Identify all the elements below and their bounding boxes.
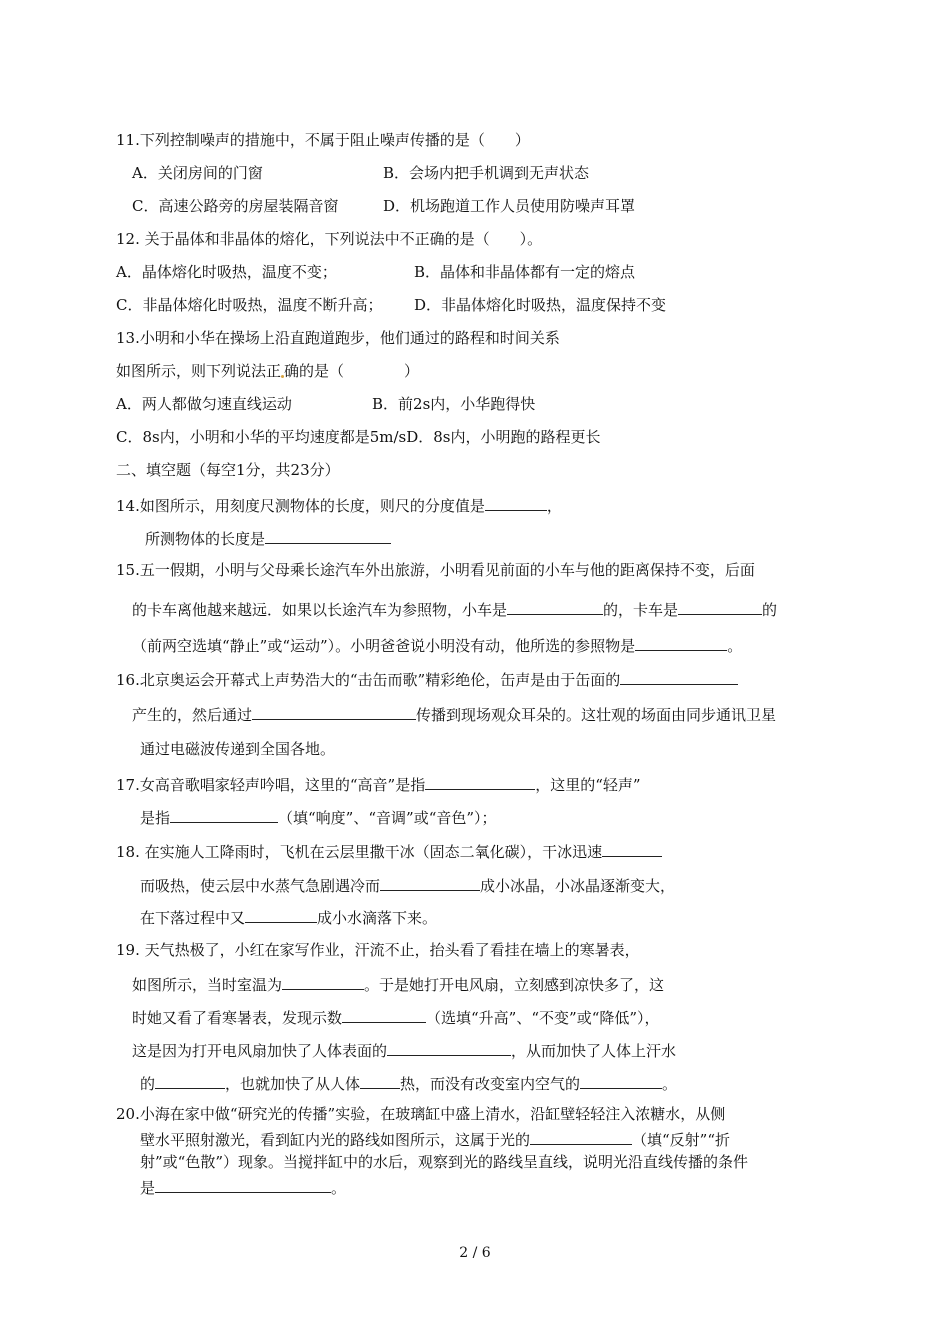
section-heading: 二、填空题（每空1分，共23分） — [116, 461, 340, 479]
q15-text-4: （前两空选填“静止”或“运动”）。小明爸爸说小明没有动，他所选的参照物是 — [132, 637, 636, 655]
q13-stem-line1: 13.小明和小华在操场上沿直跑道跑步，他们通过的路程和时间关系 — [116, 329, 560, 347]
q20-line1: 20.小海在家中做“研究光的传播”实验，在玻璃缸中盛上清水，沿缸壁轻轻注入浓糖水，从侧 — [116, 1105, 726, 1123]
q19-blank-3[interactable] — [387, 1039, 511, 1056]
q20-blank-1[interactable] — [530, 1128, 632, 1145]
q19-blank-6[interactable] — [580, 1072, 662, 1089]
q12-option-a: A．晶体熔化时吸热，温度不变； — [116, 263, 337, 281]
q18-text-2: 而吸热，使云层中水蒸气急剧遇冷而 — [140, 877, 381, 895]
q15-blank-2[interactable] — [678, 598, 762, 615]
q20-text-1: 壁水平照射激光，看到缸内光的路线如图所示，这属于光的 — [140, 1131, 531, 1149]
q14-text-1: 14.如图所示，用刻度尺测物体的长度，则尺的分度值是 — [116, 497, 485, 515]
q18-text-5: 成小水滴落下来。 — [317, 909, 438, 927]
q18-blank-3[interactable] — [245, 906, 317, 923]
q15-line3 — [132, 634, 742, 656]
q19-blank-4[interactable] — [155, 1072, 225, 1089]
q15-line1: 15.五一假期，小明与父母乘长途汽车外出旅游，小明看见前面的小车与他的距离保持不变，后面 — [116, 561, 755, 579]
q18-line2 — [140, 874, 675, 896]
q13-stem-part-b: 确的是（ ） — [284, 362, 420, 380]
q19-blank-2[interactable] — [342, 1006, 426, 1023]
q18-blank-1[interactable] — [602, 840, 662, 857]
q18-line1 — [116, 840, 662, 862]
q15-text-2: 的，卡车是 — [603, 601, 679, 619]
q17-text-3: 是指 — [140, 809, 171, 827]
q19-line5 — [140, 1072, 677, 1094]
q20-line3: 射”或“色散”）现象。当搅拌缸中的水后，观察到光的路线呈直线，说明光沿直线传播的条件 — [140, 1153, 749, 1171]
q20-line2 — [140, 1128, 730, 1150]
q19-text-3: 时她又看了看寒暑表，发现示数 — [132, 1009, 343, 1027]
q15-text-1: 的卡车离他越来越远．如果以长途汽车为参照物，小车是 — [132, 601, 508, 619]
q18-blank-2[interactable] — [380, 874, 480, 891]
q19-line2 — [132, 973, 664, 995]
q17-blank-2[interactable] — [170, 806, 278, 823]
q18-line3 — [140, 906, 437, 928]
q17-text-1: 17.女高音歌唱家轻声吟唱，这里的“高音”是指 — [116, 776, 426, 794]
q20-text-4: 。 — [331, 1179, 347, 1197]
q12-stem: 12. 关于晶体和非晶体的熔化，下列说法中不正确的是（ ）。 — [116, 230, 543, 248]
q16-line2 — [132, 703, 776, 725]
q19-text-8: ，也就加快了从人体 — [225, 1075, 361, 1093]
q17-line2 — [140, 806, 497, 828]
q13-option-b: B．前2s内，小华跑得快 — [372, 395, 536, 413]
q13-stem-line2 — [116, 361, 419, 381]
q14-line1 — [116, 494, 562, 516]
q17-text-4: （填“响度”、“音调”或“音色”）； — [278, 809, 497, 827]
q18-text-3: 成小冰晶，小冰晶逐渐变大， — [480, 877, 676, 895]
q15-text-3: 的 — [762, 601, 778, 619]
q12-option-b: B．晶体和非晶体都有一定的熔点 — [414, 263, 636, 281]
q19-text-5: 这是因为打开电风扇加快了人体表面的 — [132, 1042, 388, 1060]
q12-option-c: C．非晶体熔化时吸热，温度不断升高； — [116, 296, 383, 314]
q16-text-1: 16.北京奥运会开幕式上声势浩大的“击缶而歌”精彩绝伦，缶声是由于缶面的 — [116, 671, 621, 689]
q17-line1 — [116, 773, 641, 795]
page-number: 2 / 6 — [459, 1245, 491, 1261]
q19-text-7: 的 — [140, 1075, 156, 1093]
q14-text-3: 所测物体的长度是 — [145, 530, 266, 548]
q16-blank-2[interactable] — [252, 703, 416, 720]
q19-text-9: 热，而没有改变室内空气的 — [400, 1075, 581, 1093]
q19-text-6: ，从而加快了人体上汗水 — [511, 1042, 677, 1060]
q18-text-1: 18. 在实施人工降雨时，飞机在云层里撒干冰（固态二氧化碳），干冰迅速 — [116, 843, 603, 861]
q16-text-3: 传播到现场观众耳朵的。这壮观的场面由同步通讯卫星 — [416, 706, 777, 724]
q13-stem-part-a: 如图所示，则下列说法正 — [116, 362, 282, 380]
q13-option-a: A．两人都做匀速直线运动 — [116, 395, 292, 413]
q17-blank-1[interactable] — [425, 773, 535, 790]
q19-text-1: 如图所示，当时室温为 — [132, 976, 283, 994]
q20-text-2: （填“反射”“折 — [632, 1131, 731, 1149]
q12-option-d: D．非晶体熔化时吸热，温度保持不变 — [414, 296, 667, 314]
q17-text-2: ，这里的“轻声” — [535, 776, 641, 794]
q14-blank-1[interactable] — [485, 494, 547, 511]
q20-blank-2[interactable] — [155, 1176, 331, 1193]
q19-text-10: 。 — [662, 1075, 678, 1093]
q19-blank-5[interactable] — [360, 1072, 400, 1089]
q14-blank-2[interactable] — [265, 527, 391, 544]
q15-blank-3[interactable] — [635, 634, 727, 651]
q15-blank-1[interactable] — [507, 598, 603, 615]
q11-stem: 11.下列控制噪声的措施中，不属于阻止噪声传播的是（ ） — [116, 131, 530, 149]
q20-line4 — [140, 1176, 346, 1198]
q19-line1: 19. 天气热极了，小红在家写作业，汗流不止，抬头看了看挂在墙上的寒暑表， — [116, 941, 640, 959]
q15-line2 — [132, 598, 777, 620]
q16-line3: 通过电磁波传递到全国各地。 — [140, 740, 336, 758]
q18-text-4: 在下落过程中又 — [140, 909, 246, 927]
q13-option-cd: C．8s内，小明和小华的平均速度都是5m/sD．8s内，小明跑的路程更长 — [116, 428, 601, 446]
q15-text-5: 。 — [727, 637, 743, 655]
q19-text-4: （选填“升高”、“不变”或“降低”）， — [426, 1009, 660, 1027]
q20-text-3: 是 — [140, 1179, 156, 1197]
q16-blank-1[interactable] — [620, 668, 738, 685]
q19-text-2: 。于是她打开电风扇，立刻感到凉快多了，这 — [364, 976, 665, 994]
q19-line3 — [132, 1006, 660, 1028]
q16-text-2: 产生的，然后通过 — [132, 706, 253, 724]
q16-line1 — [116, 668, 738, 690]
q14-text-2: ， — [546, 497, 562, 515]
q11-option-a: A．关闭房间的门窗 — [132, 164, 263, 182]
q14-line2 — [145, 527, 391, 549]
q11-option-b: B．会场内把手机调到无声状态 — [383, 164, 590, 182]
q11-option-c: C．高速公路旁的房屋装隔音窗 — [132, 197, 339, 215]
q19-blank-1[interactable] — [282, 973, 364, 990]
q11-option-d: D．机场跑道工作人员使用防噪声耳罩 — [383, 197, 636, 215]
q19-line4 — [132, 1039, 676, 1061]
